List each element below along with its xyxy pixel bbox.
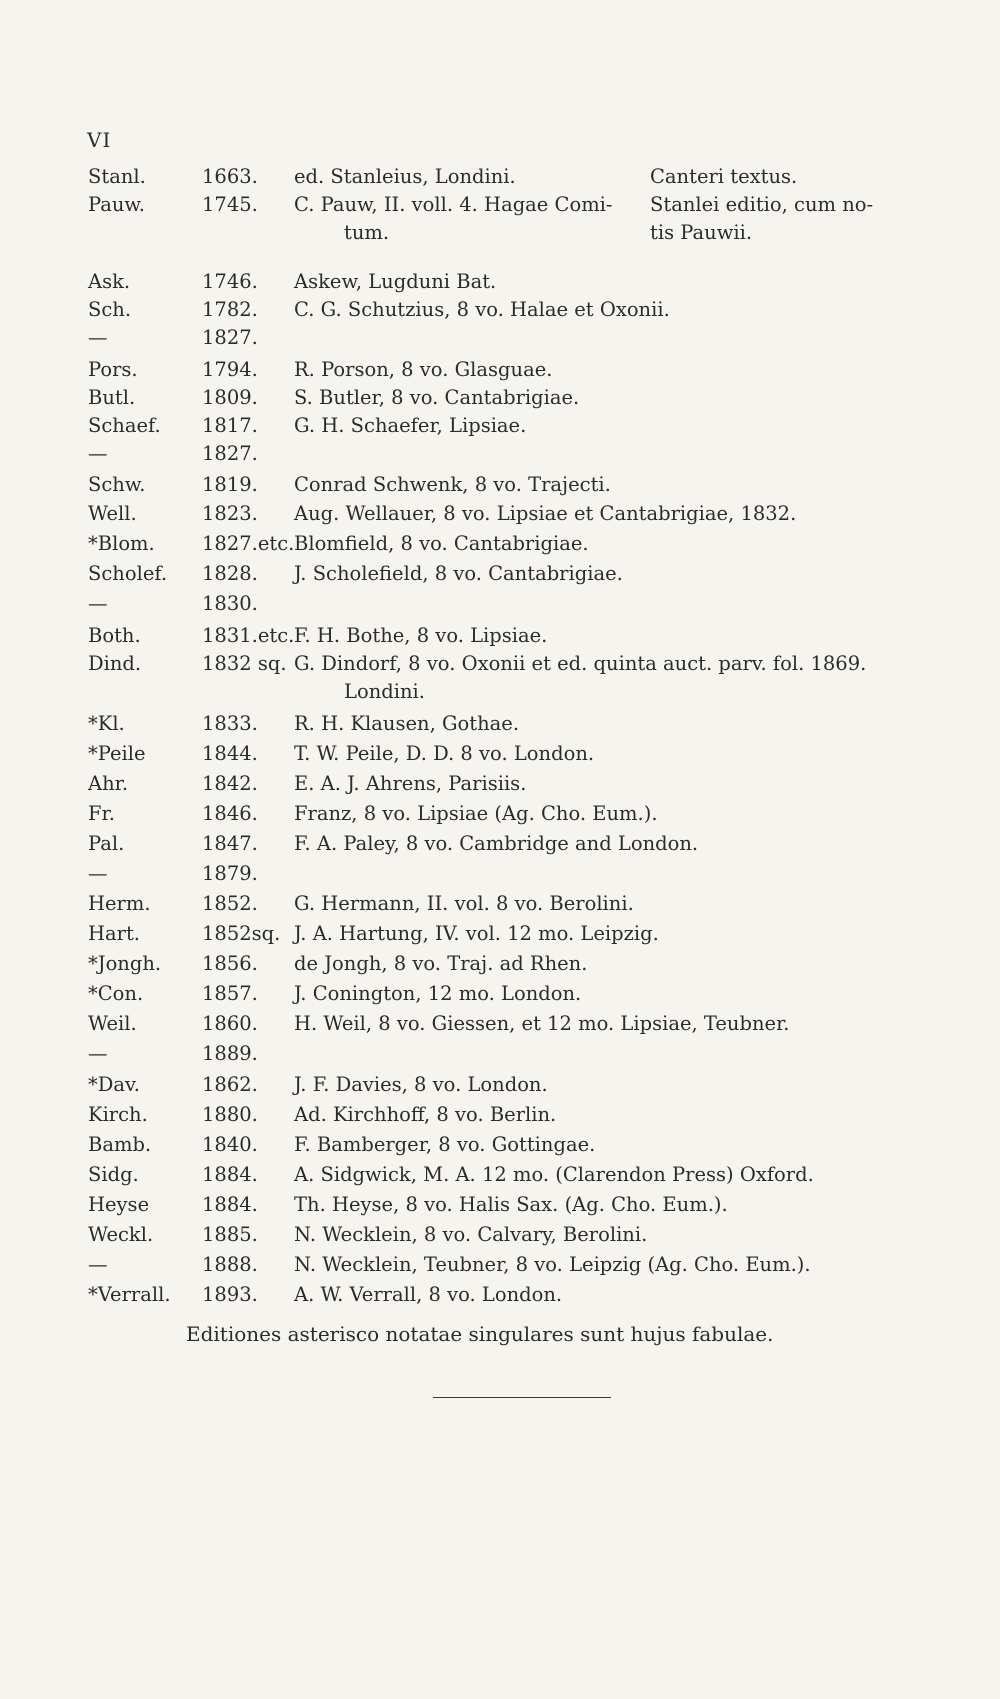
edition-description: Askew, Lugduni Bat. bbox=[294, 270, 497, 293]
edition-year: 1884. bbox=[202, 1163, 258, 1186]
edition-abbreviation: Ahr. bbox=[88, 772, 129, 795]
edition-year: 1831.etc. bbox=[202, 624, 295, 647]
edition-year: 1819. bbox=[202, 473, 258, 496]
edition-year: 1827. bbox=[202, 326, 258, 349]
edition-description: R. Porson, 8 vo. Glasguae. bbox=[294, 358, 553, 381]
edition-description: Franz, 8 vo. Lipsiae (Ag. Cho. Eum.). bbox=[294, 802, 658, 825]
divider-rule bbox=[433, 1397, 611, 1398]
edition-note: Stanlei editio, cum no- bbox=[650, 193, 874, 216]
edition-abbreviation: Ask. bbox=[88, 270, 131, 293]
edition-year: 1746. bbox=[202, 270, 258, 293]
edition-abbreviation: Dind. bbox=[88, 652, 142, 675]
edition-description-continued: Londini. bbox=[344, 680, 425, 703]
edition-year: 1827.etc. bbox=[202, 532, 295, 555]
edition-year: 1893. bbox=[202, 1283, 258, 1306]
edition-abbreviation: — bbox=[88, 862, 108, 885]
edition-abbreviation: Kirch. bbox=[88, 1103, 148, 1126]
edition-year: 1857. bbox=[202, 982, 258, 1005]
edition-description: C. G. Schutzius, 8 vo. Halae et Oxonii. bbox=[294, 298, 670, 321]
edition-description: J. Conington, 12 mo. London. bbox=[294, 982, 582, 1005]
edition-year: 1852sq. bbox=[202, 922, 281, 945]
footer-note: Editiones asterisco notatae singulares sunt hujus fabulae. bbox=[186, 1322, 774, 1346]
edition-description: G. H. Schaefer, Lipsiae. bbox=[294, 414, 527, 437]
edition-description: Aug. Wellauer, 8 vo. Lipsiae et Cantabrigiae, 1832. bbox=[294, 502, 797, 525]
edition-year: 1889. bbox=[202, 1042, 258, 1065]
edition-abbreviation: *Dav. bbox=[88, 1073, 140, 1096]
edition-abbreviation: Bamb. bbox=[88, 1133, 152, 1156]
edition-note: Canteri textus. bbox=[650, 165, 798, 188]
edition-abbreviation: Stanl. bbox=[88, 165, 146, 188]
edition-abbreviation: Weckl. bbox=[88, 1223, 154, 1246]
edition-abbreviation: Schw. bbox=[88, 473, 146, 496]
edition-description: A. Sidgwick, M. A. 12 mo. (Clarendon Press) Oxford. bbox=[294, 1163, 814, 1186]
edition-description: F. A. Paley, 8 vo. Cambridge and London. bbox=[294, 832, 699, 855]
edition-abbreviation: *Peile bbox=[88, 742, 146, 765]
edition-abbreviation: Scholef. bbox=[88, 562, 168, 585]
edition-abbreviation: *Kl. bbox=[88, 712, 125, 735]
edition-abbreviation: *Blom. bbox=[88, 532, 155, 555]
edition-year: 1817. bbox=[202, 414, 258, 437]
edition-abbreviation: Fr. bbox=[88, 802, 115, 825]
edition-year: 1888. bbox=[202, 1253, 258, 1276]
edition-description: Conrad Schwenk, 8 vo. Trajecti. bbox=[294, 473, 611, 496]
edition-description: ed. Stanleius, Londini. bbox=[294, 165, 516, 188]
edition-abbreviation: Pauw. bbox=[88, 193, 146, 216]
edition-year: 1860. bbox=[202, 1012, 258, 1035]
edition-description: Th. Heyse, 8 vo. Halis Sax. (Ag. Cho. Eum.). bbox=[294, 1193, 728, 1216]
edition-year: 1884. bbox=[202, 1193, 258, 1216]
edition-abbreviation: *Con. bbox=[88, 982, 144, 1005]
edition-description: J. Scholefield, 8 vo. Cantabrigiae. bbox=[294, 562, 623, 585]
edition-year: 1830. bbox=[202, 592, 258, 615]
edition-abbreviation: Herm. bbox=[88, 892, 151, 915]
edition-abbreviation: Pal. bbox=[88, 832, 125, 855]
edition-year: 1842. bbox=[202, 772, 258, 795]
edition-abbreviation: Sidg. bbox=[88, 1163, 139, 1186]
edition-year: 1823. bbox=[202, 502, 258, 525]
edition-description: T. W. Peile, D. D. 8 vo. London. bbox=[294, 742, 595, 765]
edition-abbreviation: Sch. bbox=[88, 298, 132, 321]
edition-year: 1663. bbox=[202, 165, 258, 188]
edition-abbreviation: *Jongh. bbox=[88, 952, 162, 975]
edition-abbreviation: Weil. bbox=[88, 1012, 137, 1035]
edition-abbreviation: Well. bbox=[88, 502, 137, 525]
edition-description: G. Dindorf, 8 vo. Oxonii et ed. quinta auct. parv. fol. 1869. bbox=[294, 652, 867, 675]
edition-description: E. A. J. Ahrens, Parisiis. bbox=[294, 772, 527, 795]
edition-year: 1852. bbox=[202, 892, 258, 915]
edition-year: 1844. bbox=[202, 742, 258, 765]
edition-year: 1833. bbox=[202, 712, 258, 735]
edition-abbreviation: Both. bbox=[88, 624, 141, 647]
edition-abbreviation: Pors. bbox=[88, 358, 138, 381]
edition-year: 1856. bbox=[202, 952, 258, 975]
edition-description: H. Weil, 8 vo. Giessen, et 12 mo. Lipsiae, Teubner. bbox=[294, 1012, 790, 1035]
edition-description-continued: tum. bbox=[344, 221, 390, 244]
edition-year: 1745. bbox=[202, 193, 258, 216]
edition-description: N. Wecklein, 8 vo. Calvary, Berolini. bbox=[294, 1223, 648, 1246]
edition-description: G. Hermann, II. vol. 8 vo. Berolini. bbox=[294, 892, 634, 915]
edition-abbreviation: — bbox=[88, 592, 108, 615]
edition-year: 1880. bbox=[202, 1103, 258, 1126]
edition-year: 1828. bbox=[202, 562, 258, 585]
edition-year: 1879. bbox=[202, 862, 258, 885]
edition-description: A. W. Verrall, 8 vo. London. bbox=[294, 1283, 563, 1306]
edition-abbreviation: — bbox=[88, 442, 108, 465]
edition-description: de Jongh, 8 vo. Traj. ad Rhen. bbox=[294, 952, 588, 975]
page-number: VI bbox=[87, 128, 112, 152]
edition-abbreviation: — bbox=[88, 326, 108, 349]
edition-abbreviation: — bbox=[88, 1253, 108, 1276]
edition-year: 1782. bbox=[202, 298, 258, 321]
edition-year: 1847. bbox=[202, 832, 258, 855]
edition-description: J. F. Davies, 8 vo. London. bbox=[294, 1073, 548, 1096]
edition-year: 1832 sq. bbox=[202, 652, 287, 675]
edition-description: Blomfield, 8 vo. Cantabrigiae. bbox=[294, 532, 589, 555]
edition-note-continued: tis Pauwii. bbox=[650, 221, 753, 244]
edition-year: 1885. bbox=[202, 1223, 258, 1246]
edition-abbreviation: Heyse bbox=[88, 1193, 150, 1216]
edition-year: 1827. bbox=[202, 442, 258, 465]
edition-year: 1840. bbox=[202, 1133, 258, 1156]
edition-description: F. H. Bothe, 8 vo. Lipsiae. bbox=[294, 624, 548, 647]
edition-abbreviation: Butl. bbox=[88, 386, 136, 409]
edition-abbreviation: Schaef. bbox=[88, 414, 161, 437]
edition-description: Ad. Kirchhoff, 8 vo. Berlin. bbox=[294, 1103, 557, 1126]
edition-year: 1794. bbox=[202, 358, 258, 381]
edition-abbreviation: Hart. bbox=[88, 922, 140, 945]
edition-description: F. Bamberger, 8 vo. Gottingae. bbox=[294, 1133, 596, 1156]
edition-description: J. A. Hartung, IV. vol. 12 mo. Leipzig. bbox=[294, 922, 659, 945]
edition-description: C. Pauw, II. voll. 4. Hagae Comi- bbox=[294, 193, 613, 216]
edition-description: N. Wecklein, Teubner, 8 vo. Leipzig (Ag. Cho. Eum.). bbox=[294, 1253, 811, 1276]
edition-year: 1862. bbox=[202, 1073, 258, 1096]
edition-year: 1809. bbox=[202, 386, 258, 409]
edition-abbreviation: *Verrall. bbox=[88, 1283, 171, 1306]
edition-year: 1846. bbox=[202, 802, 258, 825]
edition-description: S. Butler, 8 vo. Cantabrigiae. bbox=[294, 386, 580, 409]
edition-abbreviation: — bbox=[88, 1042, 108, 1065]
edition-description: R. H. Klausen, Gothae. bbox=[294, 712, 520, 735]
